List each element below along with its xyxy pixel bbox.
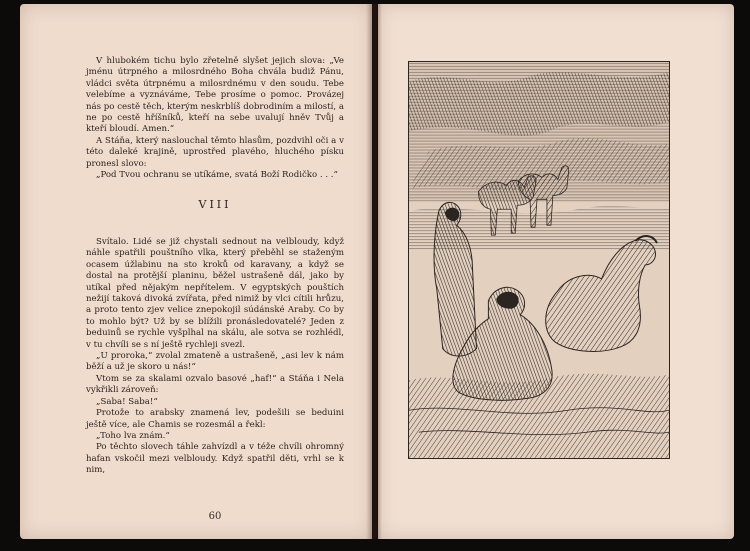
paragraph: Po těchto slovech táhle zahvízdl a v téže chvíli ohromný hafan vskočil mezi velbloudy. Když spatřil děti, vrhl se k nim, [86,442,344,476]
paragraph: Protože to arabsky znamená lev, podešili se beduini ještě více, ale Chamis se rozesmál a řekl: [86,408,344,430]
text-block-top [86,56,344,181]
book-gutter [366,4,382,539]
engraving-drawing [409,62,669,458]
text-block-bottom [86,237,344,477]
paragraph: „Pod Tvou ochranu se utíkáme, svatá Boží Rodičko . . .“ [96,170,338,181]
paragraph: V hlubokém tichu bylo zřetelně slyšet jejich slova: „Ve jménu útrpného a milosrdného Boha chvála budiž Pánu, vládci světa útrpnému a milosrdnému v den soudu. Tebe velebíme a vyznáváme, Tebe prosíme o pomoc. Provázej nás po cestě těch, kterým neskrblíš dobrodiním a milostí, a ne po cestě hříšníků, kteří na sebe uvalují hněv Tvůj a kteří bloudí. Amen.“ [86,56,344,135]
chapter-heading: VIII [198,198,232,211]
paragraph: A Stáňa, který naslouchal těmto hlasům, pozdvihl oči a v této daleké krajině, uprostřed plavého, hluchého písku pronesl slovo: [86,135,344,169]
paragraph: „U proroka,“ zvolal zmateně a ustrašeně, „asi lev k nám běží a už je skoro u nás!“ [86,351,344,373]
paragraph: Vtom se za skalami ozvalo basové „haf!“ a Stáňa i Nela vykřikli zároveň: [86,373,344,396]
desert-engraving-illustration [408,61,670,459]
paragraph: „Saba! Saba!“ [96,396,158,407]
page-number: 60 [208,511,222,522]
paragraph: „Toho lva znám.“ [96,430,170,441]
paragraph: Svítalo. Lidé se již chystali sednout na velbloudy, když náhle spatřili pouštního vlka, který přeběhl se staženým ocasem úžlabinu na sto kroků od karavany, a když se dostal na protější planinu, běžel ustrašeně dál, jako by utíkal před nějakým nepřítelem. V egyptských pouštích nežijí taková divoká zvířata, před nimiž by vlci cítili hrůzu, a proto tento zjev velice znepokojil súdánské Araby. Co by to mohlo být? Už by se blížili pronásledovatelé? Jeden z beduinů se rychle vyšplhal na skálu, ale sotva se rozhlédl, v tu chvíli se s ní ještě rychleji svezl. [86,237,344,350]
